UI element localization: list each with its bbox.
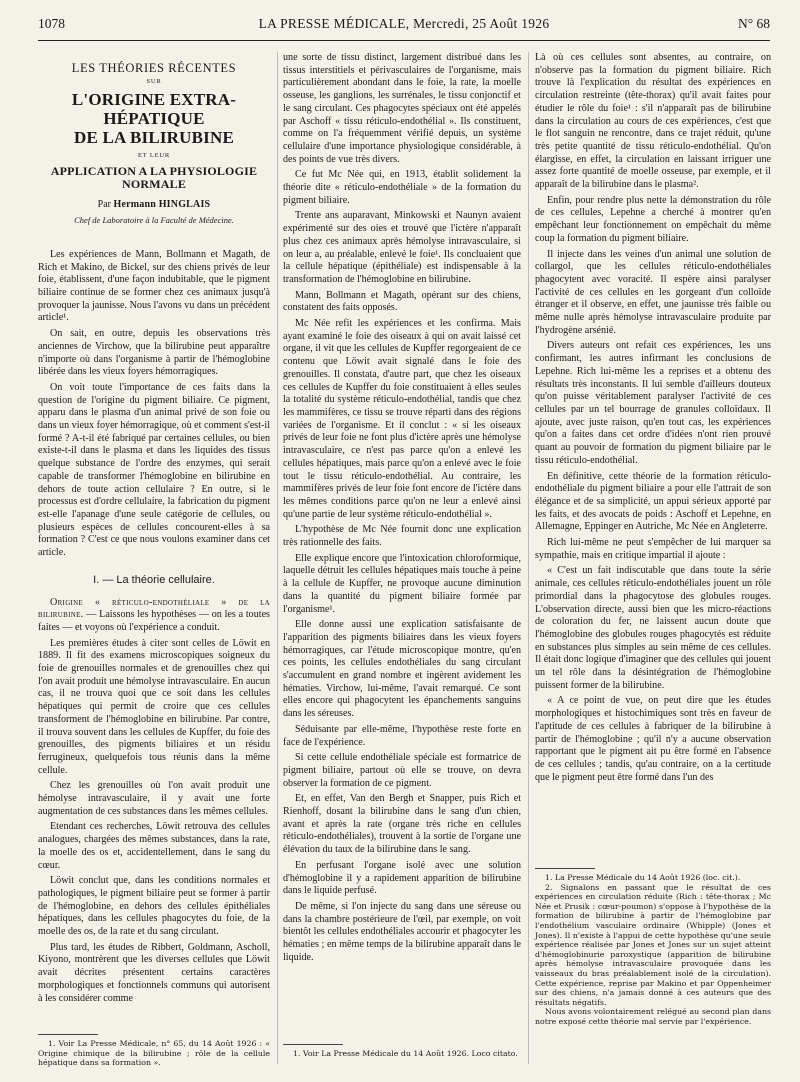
journal-title: LA PRESSE MÉDICALE, Mercredi, 25 Août 1926 xyxy=(258,16,550,31)
column-divider xyxy=(277,52,278,1064)
paragraph: Trente ans auparavant, Minkowski et Naunyn avaient expérimenté sur des oies et trouvé que l'ictère n'apparaît plus chez ces animaux après hémolyse intravasculaire, si on leur a, au préalable, enlevé le foie¹. Ils concluaient que la cellule hépatique (épithéliale) est indispensable à la transformation de l'hémoglobine en bilirubine. xyxy=(283,210,521,285)
paragraph xyxy=(38,597,270,635)
paragraph: « A ce point de vue, on peut dire que les études morphologiques et histochimiques sont très en faveur de l'aptitude de ces cellules à fabriquer de la bilirubine à partir de l'hémoglobine ; qu'il n'y a aucune observation rapportant que le pigment ait pu être formé en l'absence de ces cellules ; tandis, qu'au contraire, on a la certitude que le pigment peut être formé dans l'un des xyxy=(535,695,771,783)
paragraph: Elle donne aussi une explication satisfaisante de l'apparition des pigments biliaires dans les vieux foyers hémorragiques, car l'étude microscopique montre, qu'en ces points, les cellules endothéliales du sang circulant s'accumulent en grand nombre et ingèrent avidement les hématies. Virchow, lui-même, l'avait remarqué. Ce sont elles encore qui phagocytent les épanchements sanguins dans les séreuses. xyxy=(283,619,521,720)
paragraph: Là où ces cellules sont absentes, au contraire, on n'observe pas la formation du pigment biliaire. Rich trouve là l'explication du résultat des expériences en circulation restreinte (tête-thorax) qu'il avait faites pour étudier le rôle du foie¹ : s'il n'apparaît pas de bilirubine dans la circulation au cours de ces expériences, c'est que le flot sanguin ne rencontre, dans ce trajet réduit, qu'une très petite quantité de tissu réticulo-endothélial. Qu'on élargisse, en effet, la circulation en laissant irriguer une assez forte quantité de moelle osseuse, par exemple, et il apparaît de la bilirubine dans le plasma². xyxy=(535,52,771,191)
column-1 xyxy=(38,52,270,1008)
paragraph: une sorte de tissu distinct, largement distribué dans les tissus interstitiels et périvasculaires de l'organisme, mais particulièrement abondant dans le foie, la rate, la moelle osseuse, les ganglions, les surrénales, le tissu conjonctif et le sang circulant. Ces phagocytes spéciaux ont été appelés par Aschoff « tissu réticulo-endothélial ». Ils constituent, comme on l'a fréquemment vérifié depuis, un système cellulaire d'une importance physiologique considérable, à des points de vue très divers. xyxy=(283,52,521,165)
article-sur: SUR xyxy=(146,77,162,85)
paragraph: Plus tard, les études de Ribbert, Goldmann, Ascholl, Kiyono, montrèrent que les diverses cellules que Löwit avait décrites présentent certains caractères morphologiques et fonctionnels communs qui autorisent à les considérer comme xyxy=(38,941,270,1004)
footnote: 1. Voir La Presse Médicale du 14 Août 1926. Loco citato. xyxy=(293,1049,518,1058)
paragraph: Enfin, pour rendre plus nette la démonstration du rôle de ces cellules, Lepehne a cherché à montrer qu'en empêchant leur fonctionnement on empêchait du même coup la formation du pigment biliaire. xyxy=(535,194,771,244)
section-heading: I. — La théorie cellulaire. xyxy=(93,573,215,586)
paragraph: Si cette cellule endothéliale spéciale est formatrice de pigment biliaire, partout où elle se trouve, on devra observer la formation de ce pigment. xyxy=(283,752,521,789)
paragraph: En perfusant l'organe isolé avec une solution d'hémoglobine il y a rapidement apparition de bilirubine dans le liquide perfusé. xyxy=(283,859,521,897)
footnotes-col2 xyxy=(283,1044,521,1059)
footnote: Nous avons volontairement relégué au second plan dans notre exposé cette théorie mal servie par l'expérience. xyxy=(535,1007,771,1026)
author-affiliation: Chef de Laboratoire à la Faculté de Médecine. xyxy=(74,215,234,226)
footnote: 2. Signalons en passant que le résultat de ces expériences en circulation réduite (Rich : tête-thorax ; Mc Née et Prusik : cœur-poumon) s'oppose à l'hypothèse de la formation de bilirubine à partir de l'hémoglobine par l'endothélium vasculaire ordinaire (Whipple) (Jones et Jones). Il n'existe à l'appui de cette hypothèse qu'une seule expérience réalisée par Jones et Jones sur un sujet atteint d'hémoglobinurie paroxystique (apparition de bilirubine après hémolyse intravasculaire provoquée dans les vaisseaux du bras préalablement isolé de la circulation). Cette expérience, reprise par Makino et par Oppenheimer sur des chiens, n'a jamais donné à ces auteurs que des résultats négatifs. xyxy=(535,882,771,1007)
paragraph: Etendant ces recherches, Löwit retrouva des cellules analogues, chargées des mêmes substances, dans la rate, la moelle des os et, accidentellement, dans le sang du cœur. xyxy=(38,821,270,871)
footnote: 1. Voir La Presse Médicale, n° 65, du 14 Août 1926 : « Origine chimique de la bilirubine ; rôle de la cellule hépatique dans sa formation ». xyxy=(38,1039,270,1068)
paragraph: Elle explique encore que l'intoxication chloroformique, laquelle détruit les cellules hépatiques mais touche à peine à la cellule de Kupffer, ne provoque aucune diminution dans la quantité du pigment biliaire formée par l'organisme¹. xyxy=(283,552,521,615)
column-2 xyxy=(283,52,521,968)
footnote-rule xyxy=(38,1034,98,1035)
article-title-line1: L'ORIGINE EXTRA-HÉPATIQUE xyxy=(71,90,237,129)
paragraph: Divers auteurs ont refait ces expériences, les uns confirmant, les autres infirmant les conclusions de Lepehne. Rich lui-même les a reprises et a obtenu des résultats très inconstants. Il lui semble d'ailleurs douteux qu'on puisse véritablement paralyser l'activité de ces cellules par un tel bourrage de granules colloïdaux. Il ajoute, avec juste raison, qu'en tout cas, les expériences qu'on a faites dans cet ordre d'idées n'ont rien prouvé quant au pouvoir de formation du pigment biliaire par le tissu réticulo-endothélial. xyxy=(535,340,771,466)
paragraph: On voit toute l'importance de ces faits dans la question de l'origine du pigment biliaire. Ce pigment, apparu dans le plasma d'un animal privé de son foie ou dans un vieux foyer hémorragique, où et comment s'est-il formé ? A-t-il été fabriqué par certaines cellules, ou bien existe-t-il dans le plasma et dans les liquides des tissus quelque substance de l'ordre des enzymes, qui serait capable de transformer l'hémoglobine en bilirubine en dehors de toute action cellulaire ? En outre, si le processus est d'ordre cellulaire, la fabrication du pigment est-elle l'apanage d'une seule catégorie de cellules, ou plusieurs espèces de cellules concourent-elles à sa formation ? C'est ce que nous voulons examiner dans cet article. xyxy=(38,381,270,559)
page-number: 1078 xyxy=(38,16,65,31)
paragraph: Chez les grenouilles où l'on avait produit une hémolyse intravasculaire, il y avait une forte augmentation de ces substances dans les mêmes cellules. xyxy=(38,780,270,817)
paragraph: L'hypothèse de Mc Née fournit donc une explication très rationnelle des faits. xyxy=(283,524,521,549)
paragraph: Mc Née refit les expériences et les confirma. Mais ayant examiné le foie des oiseaux à qui on avait laissé cet organe, il vit que les cellules de Kupffer regorgeaient de ce contenu que Löwit avait signalé dans le foie des grenouilles. Il constata, d'autre part, que chez les oiseaux ces cellules de Kupffer du foie constituaient à elles seules la totalité du système réticulo-endothélial, tandis que chez les mammifères, ce tissu se trouve réparti dans des régions variées de l'organisme. Et il conclut : « si les oiseaux privés de leur foie ne font plus d'ictère après une hémolyse intravasculaire, ce n'est pas parce qu'on a enlevé les cellules hépatiques, mais parce qu'on a enlevé avec le foie tout le tissu réticulo-endothélial. Au contraire, les mammifères privés de leur foie font encore de l'ictère dans les mêmes conditions parce qu'on ne leur a enlevé ainsi qu'une partie de leur système réticulo-endothélial ». xyxy=(283,318,521,520)
header-rule xyxy=(38,40,770,41)
paragraph-lead: Origine « réticulo-endothéliale » de la bilirubine. xyxy=(38,596,270,621)
column-divider xyxy=(528,52,529,1064)
paragraph: Rich lui-même ne peut s'empêcher de lui marquer sa sympathie, mais en critique impartial il ajoute : xyxy=(535,537,771,561)
paragraph: Les premières études à citer sont celles de Löwit en 1889. Il fit des examens microscopiques soigneux du foie de grenouilles normales et de grenouilles chez qui l'on avait produit une hémolyse intravasculaire. En aucun cas, il ne trouva quoi que ce soit dans les cellules hépatiques qui permit de croire que ces cellules transforment de l'hémoglobine en bilirubine. Par contre, il trouva souvent dans les cellules de Kupffer, du foie des grenouilles, des pigments biliaires et un résidu ferrugineux, quelquefois tous réunis dans la même cellule. xyxy=(38,637,270,776)
author-prefix: Par xyxy=(97,198,111,210)
footnote: 1. La Presse Médicale du 14 Août 1926 (loc. cit.). xyxy=(545,873,741,882)
paragraph: Mann, Bollmann et Magath, opérant sur des chiens, constatent des faits opposés. xyxy=(283,289,521,314)
running-header xyxy=(38,16,770,36)
paragraph: Il injecte dans les veines d'un animal une solution de collargol, que les cellules réticulo-endothéliales phagocytent avec voracité. Il espère ainsi paralyser l'activité de ces cellules en les gorgeant d'un colloïde étranger et il observe, en effet, une jaunisse très faible ou même nulle après hémolyse intravasculaire produite par l'hydrogène arsénié. xyxy=(535,248,771,336)
article-title-line2: DE LA BILIRUBINE xyxy=(73,128,235,148)
paragraph: Et, en effet, Van den Bergh et Snapper, puis Rich et Rienhoff, dosant la bilirubine dans le sang d'un chien, avant et après la rate (organe très riche en cellules réticulo-endothéliales), trouvent à la sortie de l'organe une élévation du taux de la bilirubine dans le sang. xyxy=(283,793,521,856)
footnotes-col3 xyxy=(535,868,771,1027)
author-line xyxy=(38,199,270,212)
article-title-block xyxy=(38,62,270,227)
footnote-rule xyxy=(283,1044,343,1045)
article-kicker: LES THÉORIES RÉCENTES xyxy=(71,61,237,75)
paragraph: Löwit conclut que, dans les conditions normales et pathologiques, le pigment biliaire peut se former à partir de l'hémoglobine, en dehors des cellules épithéliales hépatiques, dans les cellules phagocytes du foie, de la moelle des os, de la rate et du sang circulant. xyxy=(38,875,270,938)
paragraph: Séduisante par elle-même, l'hypothèse reste forte en face de l'expérience. xyxy=(283,723,521,748)
paragraph: « C'est un fait indiscutable que dans toute la série animale, ces cellules réticulo-endothéliales jouent un rôle primordial dans la phagocytose des globules rouges. L'observation directe, aussi bien que les micro-réactions de coloration du fer, ne laissent aucun doute que l'hémoglobine des globules rouges phagocytés est réduite en substances plus simples au sein même de ces cellules. Il était donc logique d'imaginer que des cellules qui jouent un tel rôle dans la désintégration de l'hémoglobine puissent former de la bilirubine. xyxy=(535,565,771,691)
paragraph: Les expériences de Mann, Bollmann et Magath, de Rich et Makino, de Bickel, sur des chiens privés de leur foie, établissent, d'une façon indubitable, que le pigment biliaire continue de se former chez ces animaux jusqu'à provoquer la jaunisse. Nous l'avons vu dans un précédent article¹. xyxy=(38,248,270,324)
article-subtitle: APPLICATION A LA PHYSIOLOGIE NORMALE xyxy=(50,164,258,191)
footnotes-col1 xyxy=(38,1034,270,1068)
paragraph-rest: — Laissons les hypothèses — on les a toutes faites — et voyons où l'expérience a conduit. xyxy=(38,609,270,633)
paragraph: Ce fut Mc Née qui, en 1913, établit solidement la théorie dite « réticulo-endothéliale » de la formation du pigment biliaire. xyxy=(283,169,521,206)
author-name: Hermann HINGLAIS xyxy=(113,198,211,210)
column-3 xyxy=(535,52,771,787)
article-et-leur: ET LEUR xyxy=(137,152,171,160)
paragraph: On sait, en outre, depuis les observations très anciennes de Virchow, que la bilirubine peut apparaître n'importe où dans l'organisme à partir de l'hémoglobine libérée dans les vieux foyers hémorragiques. xyxy=(38,328,270,378)
paragraph: De même, si l'on injecte du sang dans une séreuse ou dans la chambre postérieure de l'œil, par exemple, on voit bientôt les cellules endothéliales accourir et phagocyter les hématies ; en même temps de la bilirubine apparaît dans le liquide. xyxy=(283,901,521,963)
issue-number: N° 68 xyxy=(737,16,770,31)
paragraph: En définitive, cette théorie de la formation réticulo-endothéliale du pigment biliaire a pour elle l'attrait de son élégance et de sa simplicité, un appui sérieux apporté par les faits, et des avocats de poids : Aschoff et Lepehne, en Allemagne, Eppinger en Autriche, Mc Née en Angleterre. xyxy=(535,470,771,533)
footnote-rule xyxy=(535,868,595,869)
